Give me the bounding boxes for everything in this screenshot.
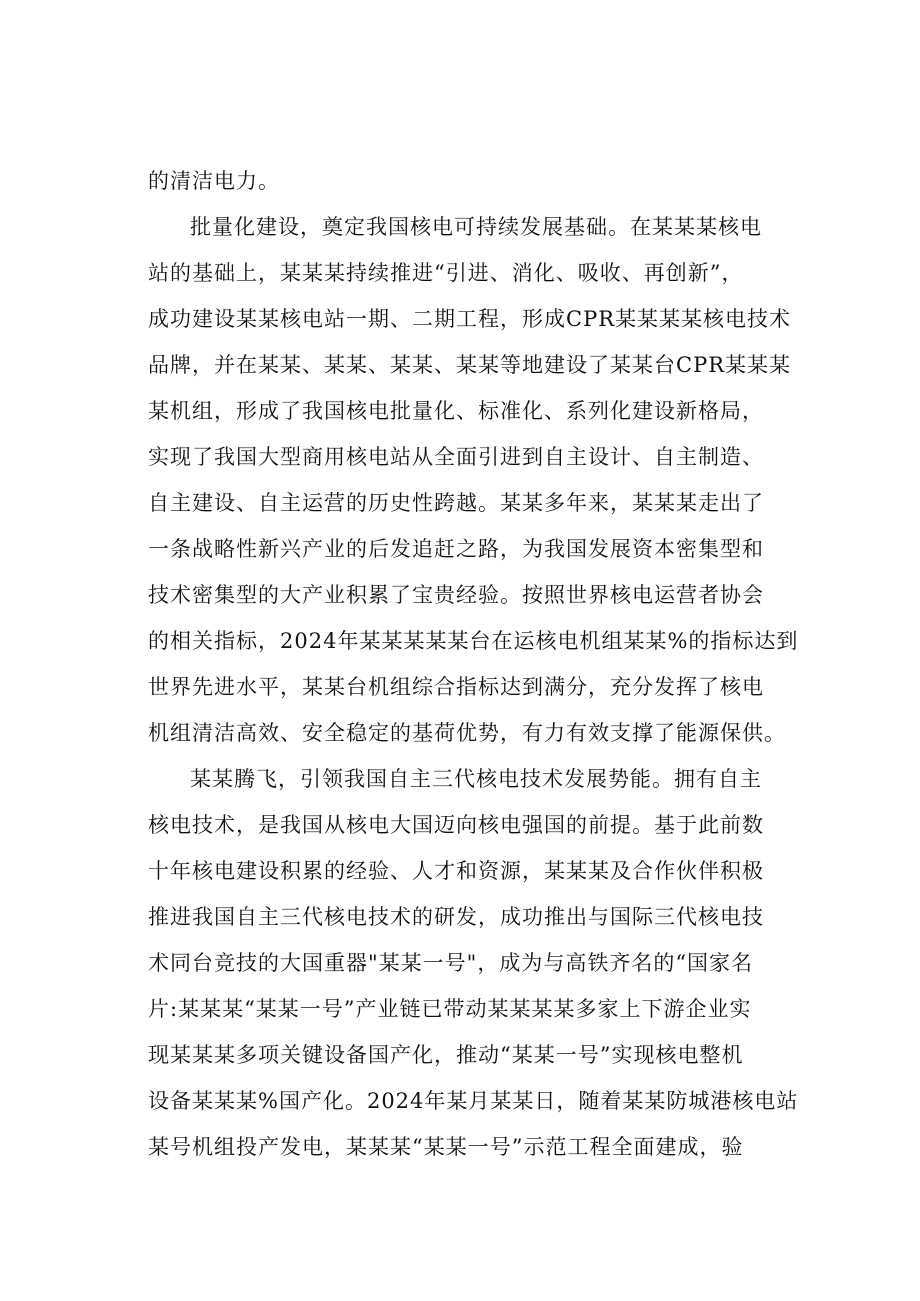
paragraph-2-line-7: 自主建设、自主运营的历史性跨越。某某多年来，某某某走出了 [148,491,764,515]
paragraph-2-line-11: 世界先进水平，某某台机组综合指标达到满分，充分发挥了核电 [148,675,764,699]
paragraph-2-line-9: 技术密集型的大产业积累了宝贵经验。按照世界核电运营者协会 [148,583,764,607]
paragraph-2-line-8: 一条战略性新兴产业的后发追赶之路，为我国发展资本密集型和 [148,537,764,561]
document-body [148,158,808,1170]
paragraph-3-line-9: 某号机组投产发电，某某某“某某一号”示范工程全面建成，验 [148,1135,744,1159]
paragraph-2-line-5: 某机组，形成了我国核电批量化、标准化、系列化建设新格局， [148,399,764,423]
paragraph-2-line-1: 批量化建设，奠定我国核电可持续发展基础。在某某某核电 [190,215,762,239]
paragraph-3-line-1: 某某腾飞，引领我国自主三代核电技术发展势能。拥有自主 [190,767,762,791]
paragraph-3-line-2: 核电技术，是我国从核电大国迈向核电强国的前提。基于此前数 [148,813,764,837]
paragraph-3-line-4: 推进我国自主三代核电技术的研发，成功推出与国际三代核电技 [148,905,764,929]
paragraph-3-line-6: 片:某某某“某某一号”产业链已带动某某某某多家上下游企业实 [148,997,752,1021]
paragraph-3-line-3: 十年核电建设积累的经验、人才和资源，某某某及合作伙伴积极 [148,859,764,883]
paragraph-2-line-2: 站的基础上，某某某持续推进“引进、消化、吸收、再创新”， [148,261,744,285]
paragraph-2-line-10: 的相关指标，2024年某某某某某台在运核电机组某某%的指标达到 [148,629,799,653]
paragraph-3-line-7: 现某某某多项关键设备国产化，推动“某某一号”实现核电整机 [148,1043,744,1067]
paragraph-2-line-3: 成功建设某某核电站一期、二期工程，形成CPR某某某某核电技术 [148,307,792,331]
paragraph-2-line-6: 实现了我国大型商用核电站从全面引进到自主设计、自主制造、 [148,445,764,469]
paragraph-3-line-8: 设备某某某%国产化。2024年某月某某日，随着某某防城港核电站 [148,1089,799,1113]
paragraph-3-line-5: 术同台竞技的大国重器"某某一号"，成为与高铁齐名的“国家名 [148,951,754,975]
paragraph-2-line-12: 机组清洁高效、安全稳定的基荷优势，有力有效支撑了能源保供。 [148,721,786,745]
paragraph-1-line-1: 的清洁电力。 [148,169,280,193]
paragraph-2-line-4: 品牌，并在某某、某某、某某、某某等地建设了某某台CPR某某某 [148,353,792,377]
